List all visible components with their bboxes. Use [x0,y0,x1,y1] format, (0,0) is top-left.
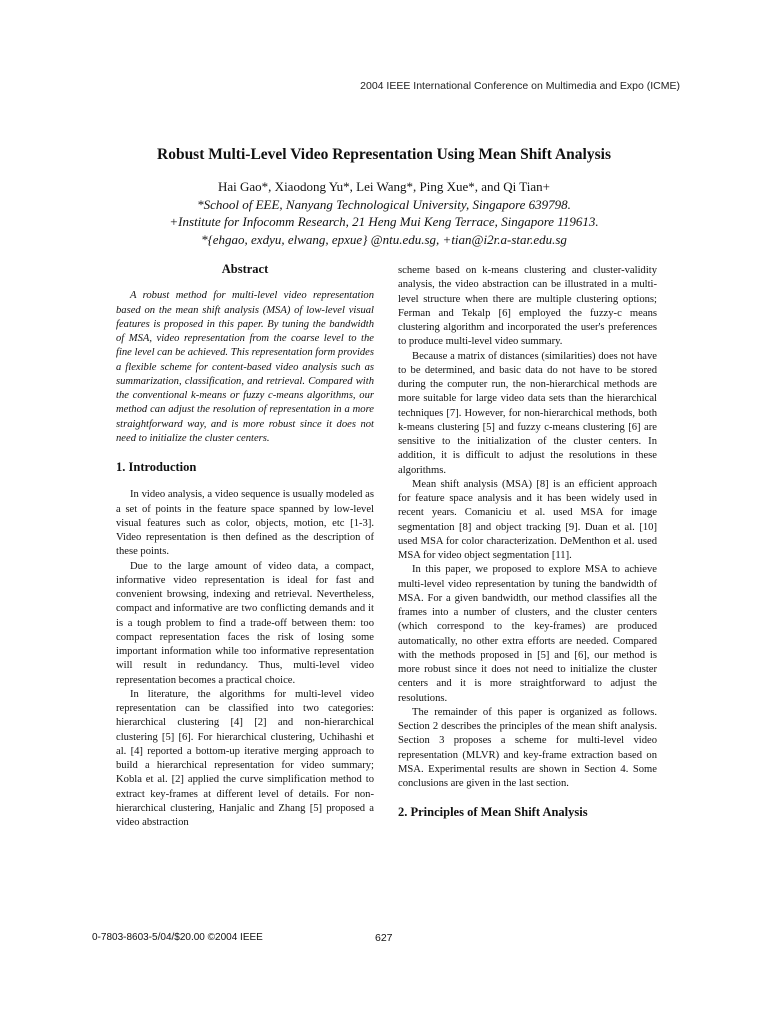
left-column [116,262,374,830]
right-paragraph-2: Because a matrix of distances (similarities) does not have to be determined, and basic data do not have to be stored during the computer run, the non-hierarchical methods are more suitable for large video data sets than the hierarchical techniques [7]. However, for non-hierarchical methods, both k-means clustering [5] and fuzzy c-means clustering [6] are sensitive to the initialization of the cluster centers. In addition, it is difficult to adjust the resolutions in these algorithms. [398,350,657,476]
introduction-heading: 1. Introduction [116,460,197,474]
paper-title: Robust Multi-Level Video Representation Using Mean Shift Analysis [157,146,611,163]
intro-paragraph-2: Due to the large amount of video data, a compact, informative video representation is ideal for fast and convenient browsing, indexing and retrieval. Nevertheless, compact and informative are two conflicting demands and it is a tough problem to find a trade-off between them: too compact representation faces the risk of losing some important information while too informative representation will result in redundancy. Thus, multi-level video representation becomes a practical choice. [116,560,374,686]
author-names: Hai Gao*, Xiaodong Yu*, Lei Wang*, Ping Xue*, and Qi Tian+ [218,179,550,194]
right-paragraph-4: In this paper, we proposed to explore MSA to achieve multi-level video representation by tuning the bandwidth of MSA. For a given bandwidth, our method classifies all the frames into a number of clusters, and the cluster centers (which correspond to the key-frames) are produced automatically, no other extra efforts are needed. Compared with the methods proposed in [5] and [6], our method is more robust since it does not need to initialize the cluster centers and it is more straightforward to adjust the resolutions. [398,564,657,704]
copyright-footer: 0-7803-8603-5/04/$20.00 ©2004 IEEE [92,932,263,943]
affiliation-ntu: *School of EEE, Nanyang Technological University, Singapore 639798. [197,196,571,212]
section-2-heading: 2. Principles of Mean Shift Analysis [398,805,588,820]
author-block [0,178,768,248]
right-paragraph-1: scheme based on k-means clustering and cluster-validity analysis, the video abstraction can be illustrated in a multi-level structure when there are multiple clustering options; Ferman and Tekalp [6] employed the fuzzy-c means clustering algorithm and incorporated the user's preferences to produce multi-level video summary. [398,265,657,348]
affiliation-i2r: +Institute for Infocomm Research, 21 Heng Mui Keng Terrace, Singapore 119613. [169,214,599,229]
right-paragraph-5: The remainder of this paper is organized as follows. Section 2 describes the principles of the mean shift analysis. Section 3 proposes a scheme for multi-level video representation (MLVR) and key-frame extraction based on MSA. Experimental results are shown in Section 4. Some conclusions are given in the last section. [398,706,657,789]
right-paragraph-3: Mean shift analysis (MSA) [8] is an efficient approach for feature space analysis and it has been widely used in recent years. Comaniciu et al. used MSA for image segmentation [8] and object tracking [9]. Duan et al. [10] used MSA for color characterization. DeMenthon et al. used MSA for video object segmentation [11]. [398,478,657,561]
abstract-heading: Abstract [221,262,269,276]
page-number: 627 [375,932,393,944]
right-column [398,264,657,834]
intro-paragraph-1: In video analysis, a video sequence is usually modeled as a set of points in the feature space spanned by low-level visual features such as color, objects, motion, etc [1-3]. Video representation is then defined as the description of these points. [116,489,374,558]
conference-header: 2004 IEEE International Conference on Multimedia and Expo (ICME) [360,80,680,92]
author-emails: *{ehgao, exdyu, elwang, epxue} @ntu.edu.sg, +tian@i2r.a-star.edu.sg [201,231,567,247]
abstract-text: A robust method for multi-level video representation based on the mean shift analysis (MSA) of low-level visual features is proposed in this paper. By tuning the bandwidth of MSA, video representation from the coarse level to the fine level can be achieved. This representation form provides a flexible scheme for content-based video analysis such as summarization, classification, and retrieval. Compared with the conventional k-means or fuzzy c-means algorithms, our method can adjust the resolution of representation in a more straightforward way, and is more robust since it does not need to initialize the cluster centers. [116,290,375,444]
intro-paragraph-3: In literature, the algorithms for multi-level video representation can be classified into two categories: hierarchical clustering [4] [2] and non-hierarchical clustering [5] [6]. For hierarchical clustering, Uchihashi et al. [4] reported a bottom-up iterative merging approach to build a hierarchical representation for video summary; Kobla et al. [2] applied the curve simplification method to extract key-frames at different level of details. For non-hierarchical clustering, Hanjalic and Zhang [5] proposed a video abstraction [116,688,374,828]
